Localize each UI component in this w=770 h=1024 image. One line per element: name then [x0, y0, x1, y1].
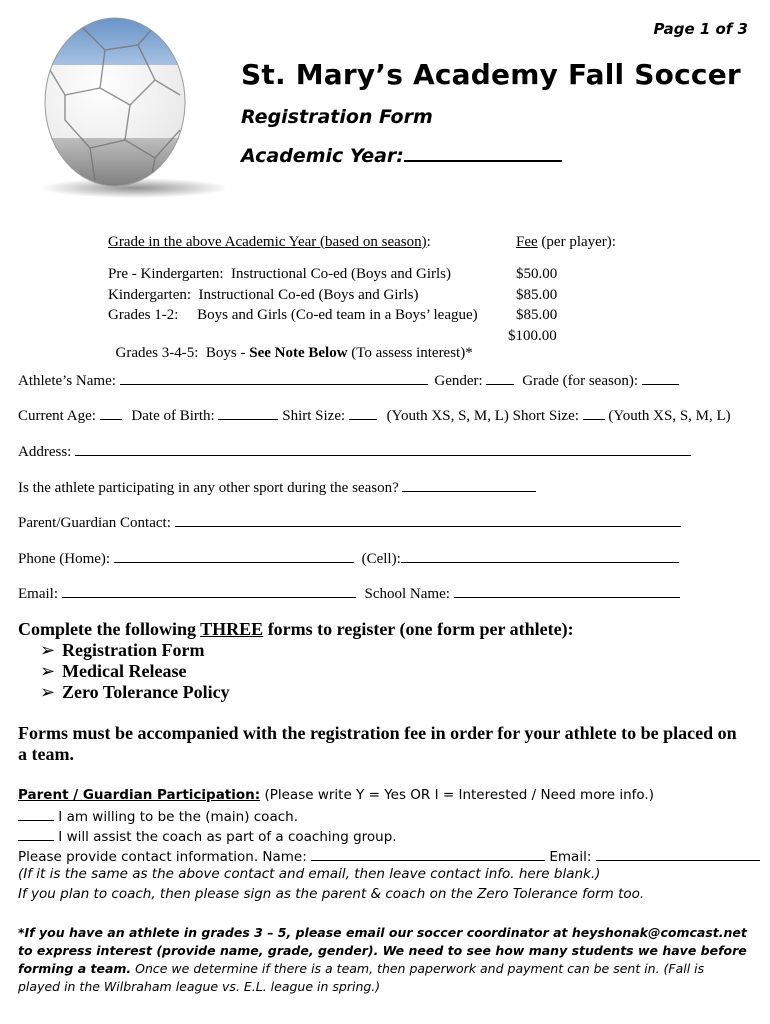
- form-subtitle: Registration Form: [241, 106, 433, 128]
- parent-contact-field[interactable]: [175, 512, 681, 527]
- shirt-options: (Youth XS, S, M, L): [386, 408, 509, 424]
- dob-label: Date of Birth:: [131, 408, 215, 424]
- other-sport-label: Is the athlete participating in any other sport during the season?: [18, 480, 399, 496]
- forms-intro: [18, 619, 574, 640]
- current-age-label: Current Age:: [18, 408, 96, 424]
- grade-header-suffix: :: [426, 234, 431, 250]
- arrow-bullet-icon: ➢: [40, 640, 56, 660]
- fee-row-amount: $85.00: [516, 307, 558, 323]
- short-options: (Youth XS, S, M, L): [608, 408, 731, 424]
- address-field[interactable]: [75, 441, 691, 456]
- grades-footnote: [18, 924, 750, 996]
- forms-intro-pre: Complete the following: [18, 619, 201, 639]
- assist-option-row: [18, 826, 397, 845]
- athlete-name-label: Athlete’s Name:: [18, 373, 116, 389]
- soccer-ball-logo: [20, 10, 225, 200]
- participation-heading: Parent / Guardian Participation:: [18, 787, 261, 803]
- fee-header: [516, 234, 616, 251]
- form-list-item-label: Zero Tolerance Policy: [62, 682, 230, 702]
- coach-email-field[interactable]: [596, 846, 760, 861]
- fee-header-suffix: (per player):: [537, 234, 616, 250]
- academic-year-label: [241, 142, 562, 167]
- arrow-bullet-icon: ➢: [40, 661, 56, 681]
- academic-year-text: Academic Year:: [241, 145, 404, 167]
- parent-contact-label: Parent/Guardian Contact:: [18, 515, 171, 531]
- fee-requirement-note: Forms must be accompanied with the registration fee in order for your athlete to be placed on a team.: [18, 723, 737, 764]
- academic-year-field[interactable]: [404, 142, 562, 162]
- dob-field[interactable]: [218, 405, 278, 420]
- fee-row-label-pre: Grades 3-4-5: Boys -: [115, 345, 250, 361]
- forms-intro-three: THREE: [200, 619, 264, 639]
- see-note-below: See Note Below: [249, 345, 348, 361]
- fee-row-label: Grades 1-2: Boys and Girls (Co-ed team in a Boys’ league): [108, 307, 478, 323]
- coach-email-label: Email:: [549, 849, 592, 865]
- other-sport-row: [18, 477, 536, 497]
- form-list-item: [40, 682, 230, 703]
- grade-season-label: Grade (for season):: [522, 373, 638, 389]
- short-size-label: Short Size:: [512, 408, 579, 424]
- form-list-item-label: Medical Release: [62, 661, 187, 681]
- form-list-item: [40, 640, 204, 661]
- fee-row-amount: $100.00: [508, 328, 557, 344]
- age-size-row: [18, 405, 731, 425]
- phone-row: [18, 548, 679, 568]
- other-sport-field[interactable]: [402, 477, 536, 492]
- email-row: [18, 583, 680, 603]
- main-coach-field[interactable]: [18, 806, 54, 821]
- fee-row-label: Kindergarten: Instructional Co-ed (Boys and Girls): [108, 287, 419, 303]
- gender-label: Gender:: [434, 373, 483, 389]
- coach-name-field[interactable]: [311, 846, 545, 861]
- page-title: St. Mary’s Academy Fall Soccer: [241, 58, 741, 91]
- short-size-field[interactable]: [583, 405, 605, 420]
- grade-season-field[interactable]: [642, 370, 679, 385]
- current-age-field[interactable]: [100, 405, 122, 420]
- athlete-name-field[interactable]: [120, 370, 428, 385]
- school-name-label: School Name:: [364, 586, 450, 602]
- school-name-field[interactable]: [454, 583, 680, 598]
- forms-intro-post: forms to register (one form per athlete):: [263, 619, 574, 639]
- participation-heading-note: (Please write Y = Yes OR I = Interested / Need more info.): [260, 787, 654, 803]
- grade-header: Grade in the above Academic Year (based on season): [108, 234, 427, 250]
- parent-contact-row: [18, 512, 681, 532]
- gender-field[interactable]: [486, 370, 514, 385]
- phone-home-field[interactable]: [114, 548, 354, 563]
- athlete-name-row: [18, 370, 679, 390]
- arrow-bullet-icon: ➢: [40, 682, 56, 702]
- fee-row-label: [108, 328, 473, 362]
- phone-cell-field[interactable]: [401, 548, 679, 563]
- shirt-size-field[interactable]: [349, 405, 377, 420]
- form-list-item: [40, 661, 186, 682]
- fee-header-label: Fee: [516, 234, 538, 250]
- address-row: [18, 441, 691, 461]
- participation-heading-row: [18, 787, 654, 803]
- coach-option-row: [18, 806, 298, 825]
- same-contact-note: (If it is the same as the above contact and email, then leave contact info. here blank.): [18, 866, 601, 882]
- footnote-rest: Once we determine if there is a team, then paperwork and payment can be sent in. (Fall is played in the Wilbraham league vs. E.L. league in spring.): [18, 961, 705, 994]
- page-number: Page 1 of 3: [653, 20, 748, 38]
- form-list-item-label: Registration Form: [62, 640, 205, 660]
- footnote-bold: *If you have an athlete in grades 3 – 5, please email our soccer coordinator at heyshonak@comcast.net to express interest (provide name, grade, gender). We need to see how many students we have before forming a team.: [18, 925, 747, 976]
- coach-contact-label: Please provide contact information. Name:: [18, 849, 307, 865]
- coach-contact-row: [18, 846, 760, 865]
- phone-cell-label: (Cell):: [361, 551, 401, 567]
- email-field[interactable]: [62, 583, 356, 598]
- fee-table-header: [108, 234, 431, 251]
- assist-coach-label: I will assist the coach as part of a coaching group.: [58, 829, 397, 845]
- fee-row-amount: $50.00: [516, 266, 558, 282]
- fee-row-label: Pre - Kindergarten: Instructional Co-ed (Boys and Girls): [108, 266, 451, 282]
- shirt-size-label: Shirt Size:: [282, 408, 346, 424]
- coach-sign-note: If you plan to coach, then please sign as the parent & coach on the Zero Tolerance form too.: [18, 886, 645, 902]
- email-label: Email:: [18, 586, 58, 602]
- main-coach-label: I am willing to be the (main) coach.: [58, 809, 298, 825]
- fee-row-amount: $85.00: [516, 287, 558, 303]
- phone-home-label: Phone (Home):: [18, 551, 111, 567]
- fee-row-label-post: (To assess interest)*: [347, 345, 473, 361]
- address-label: Address:: [18, 444, 72, 460]
- assist-coach-field[interactable]: [18, 826, 54, 841]
